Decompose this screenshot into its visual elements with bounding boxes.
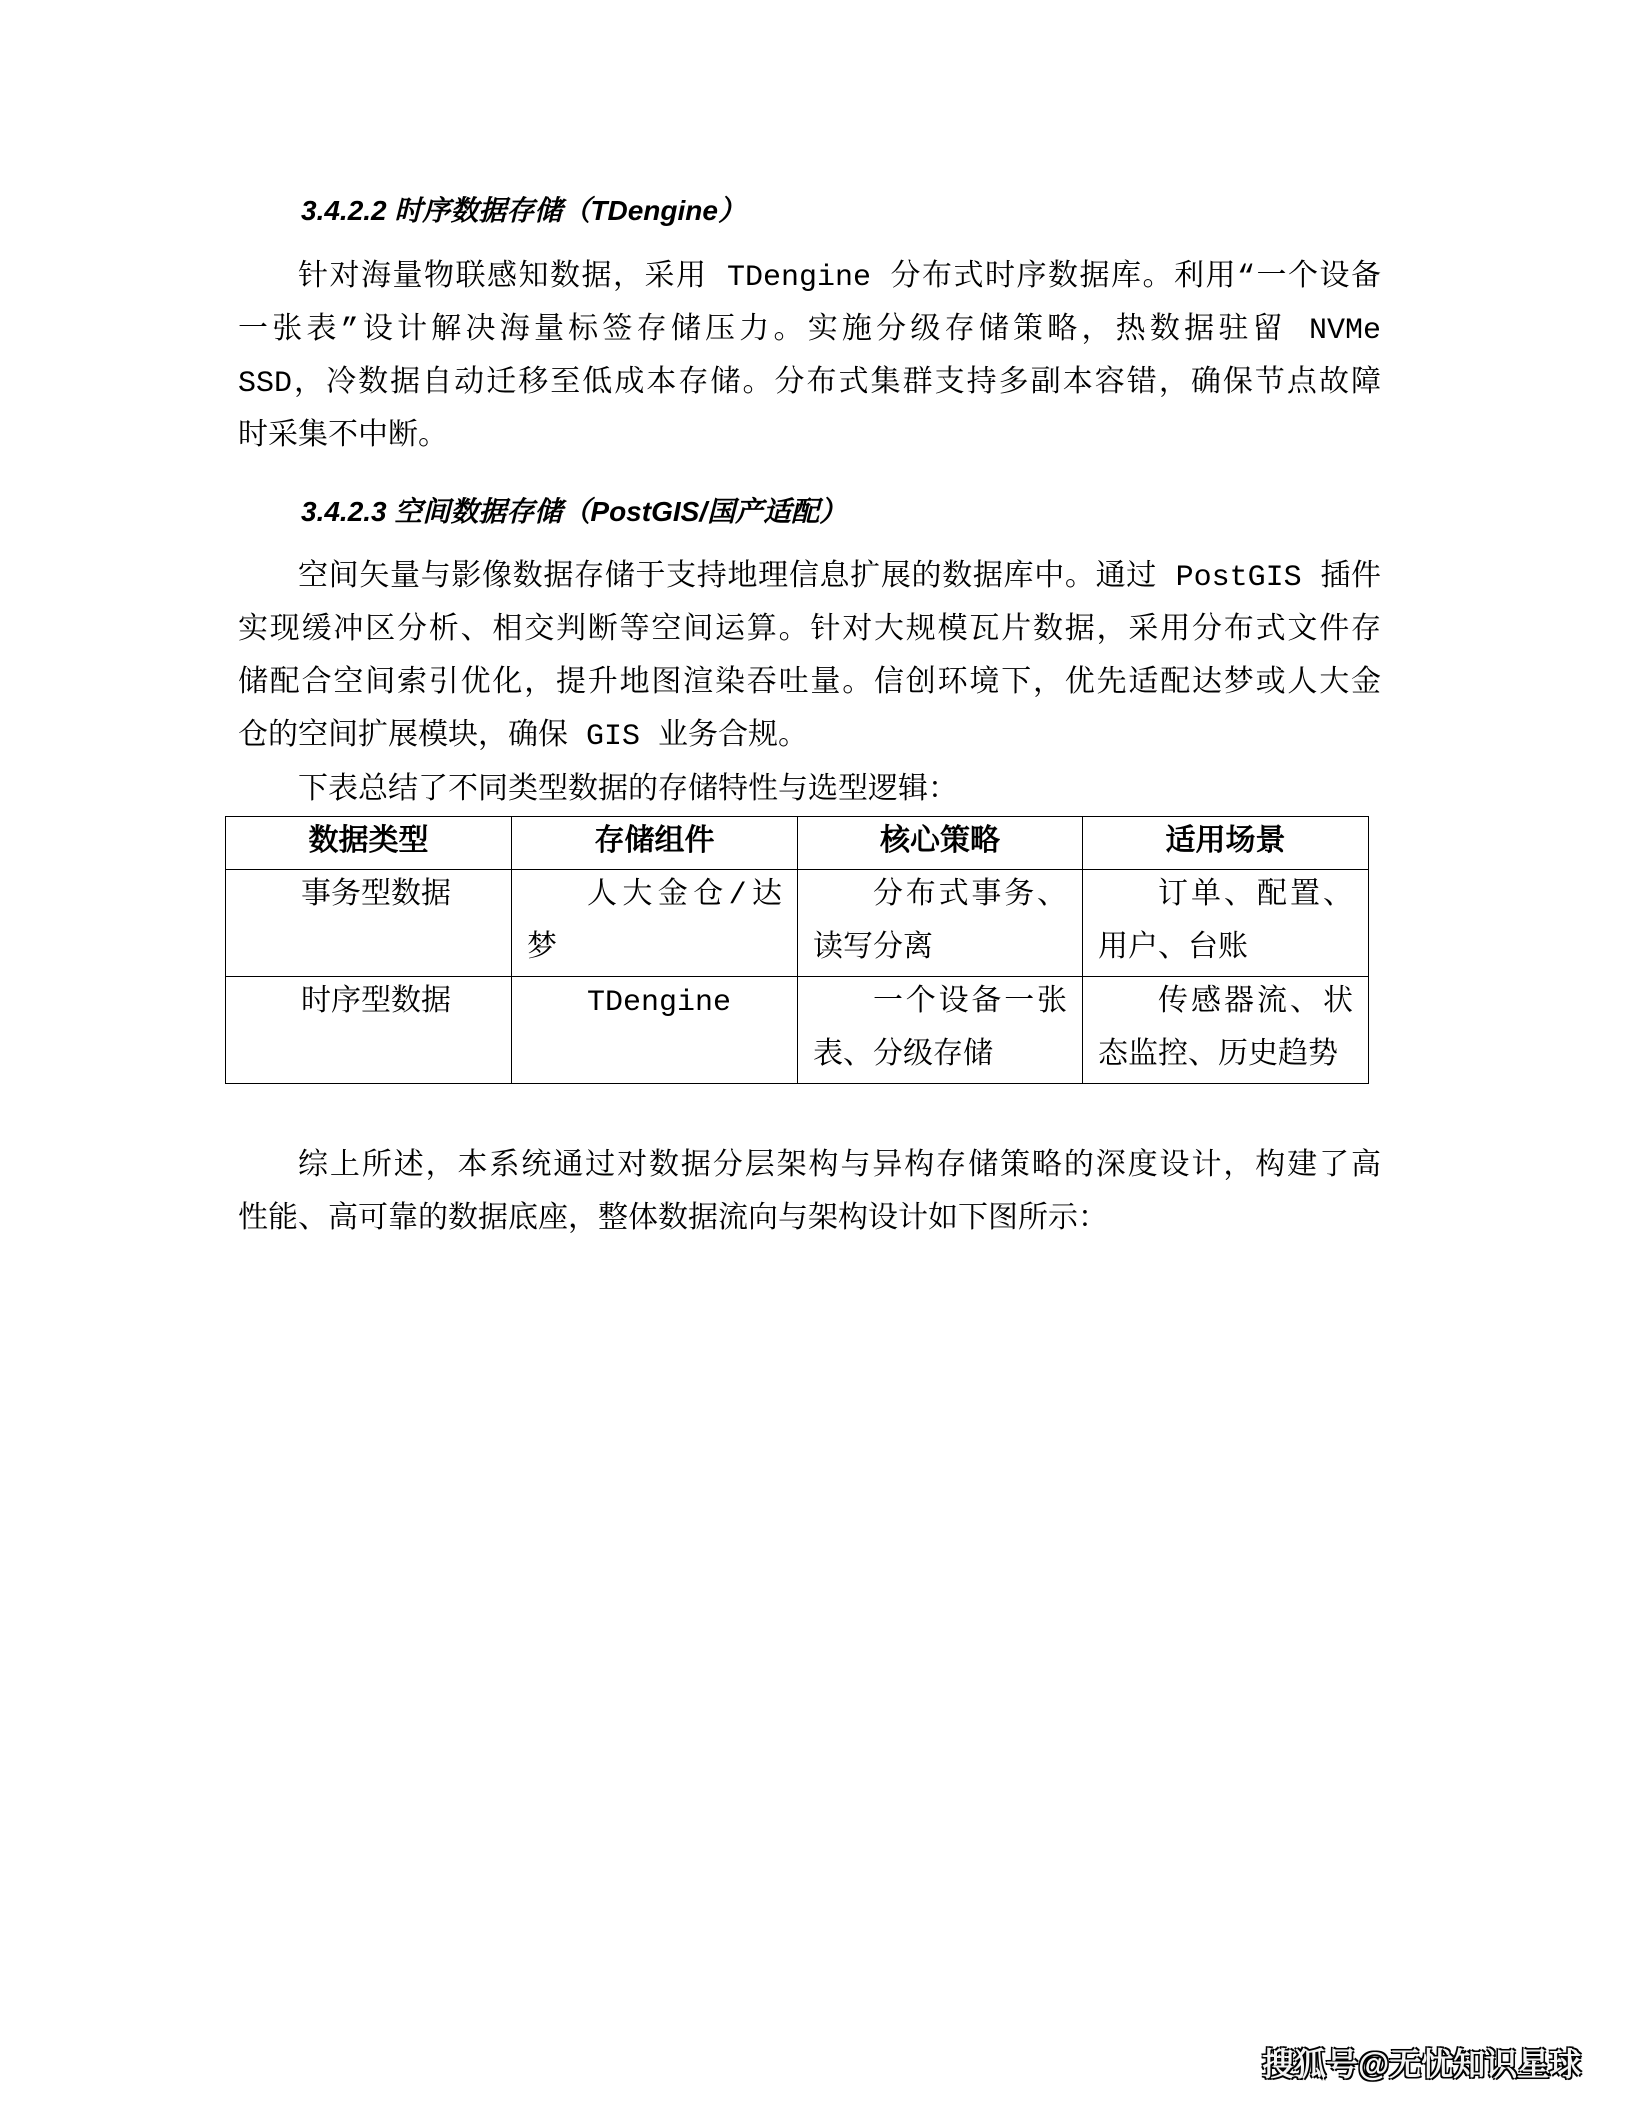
cell-core-strategy [798,870,1083,977]
table-intro-text: 下表总结了不同类型数据的存储特性与选型逻辑： [298,774,958,808]
cell-use-cases [1083,977,1369,1084]
paragraph-line: SSD，冷数据自动迁移至低成本存储。分布式集群支持多副本容错，确保节点故障 [238,367,1381,401]
header-use-cases: 适用场景 [1083,817,1369,870]
paragraph-line: 实现缓冲区分析、相交判断等空间运算。针对大规模瓦片数据，采用分布式文件存 [238,614,1381,648]
paragraph-line: 一张表”设计解决海量标签存储压力。实施分级存储策略，热数据驻留 NVMe [238,314,1381,348]
paragraph-spatial-storage [238,552,1381,764]
cell-line: 分布式事务、 [873,879,1067,913]
section-heading-spatial-storage: 3.4.2.3 空间数据存储（PostGIS/国产适配） [301,496,848,527]
cell-line: 梦 [527,932,557,966]
table [225,816,1369,1084]
source-watermark: 搜狐号@无忧知识星球 [1262,2046,1582,2082]
table-row [226,870,1369,977]
table-header-row [226,817,1369,870]
cell-line: 传感器流、状 [1158,986,1353,1020]
paragraph-line: 空间矢量与影像数据存储于支持地理信息扩展的数据库中。通过 PostGIS 插件 [298,561,1381,595]
cell-data-type [226,870,512,977]
paragraph-line: 储配合空间索引优化，提升地图渲染吞吐量。信创环境下，优先适配达梦或人大金 [238,667,1381,701]
header-core-strategy: 核心策略 [798,817,1083,870]
paragraph-line: 时采集不中断。 [238,420,448,454]
cell-line: 一个设备一张 [873,986,1067,1020]
cell-storage-component [512,870,798,977]
table-intro-paragraph [238,765,1381,818]
cell-data-type [226,977,512,1084]
paragraph-summary [238,1141,1381,1247]
header-storage-component: 存储组件 [512,817,798,870]
paragraph-line: 仓的空间扩展模块，确保 GIS 业务合规。 [238,720,809,754]
paragraph-timeseries-storage [238,252,1381,464]
cell-line: 表、分级存储 [813,1039,993,1073]
cell-line: 用户、台账 [1098,932,1248,966]
paragraph-line: 针对海量物联感知数据，采用 TDengine 分布式时序数据库。利用“一个设备 [298,261,1381,295]
cell-line: 读写分离 [813,932,933,966]
storage-comparison-table [225,816,1368,1084]
cell-line: 人大金仓/达 [587,879,782,913]
cell-line: 态监控、历史趋势 [1098,1039,1338,1073]
paragraph-line: 综上所述，本系统通过对数据分层架构与异构存储策略的深度设计，构建了高 [298,1150,1381,1184]
cell-storage-component [512,977,798,1084]
cell-core-strategy [798,977,1083,1084]
cell-line: 事务型数据 [301,879,451,913]
header-data-type: 数据类型 [226,817,512,870]
cell-line: 时序型数据 [301,986,451,1020]
cell-line: 订单、配置、 [1158,879,1353,913]
section-heading-timeseries-storage: 3.4.2.2 时序数据存储（TDengine） [301,195,746,226]
paragraph-line: 性能、高可靠的数据底座，整体数据流向与架构设计如下图所示： [238,1203,1108,1237]
cell-use-cases [1083,870,1369,977]
cell-line: TDengine [587,986,732,1020]
table-row [226,977,1369,1084]
